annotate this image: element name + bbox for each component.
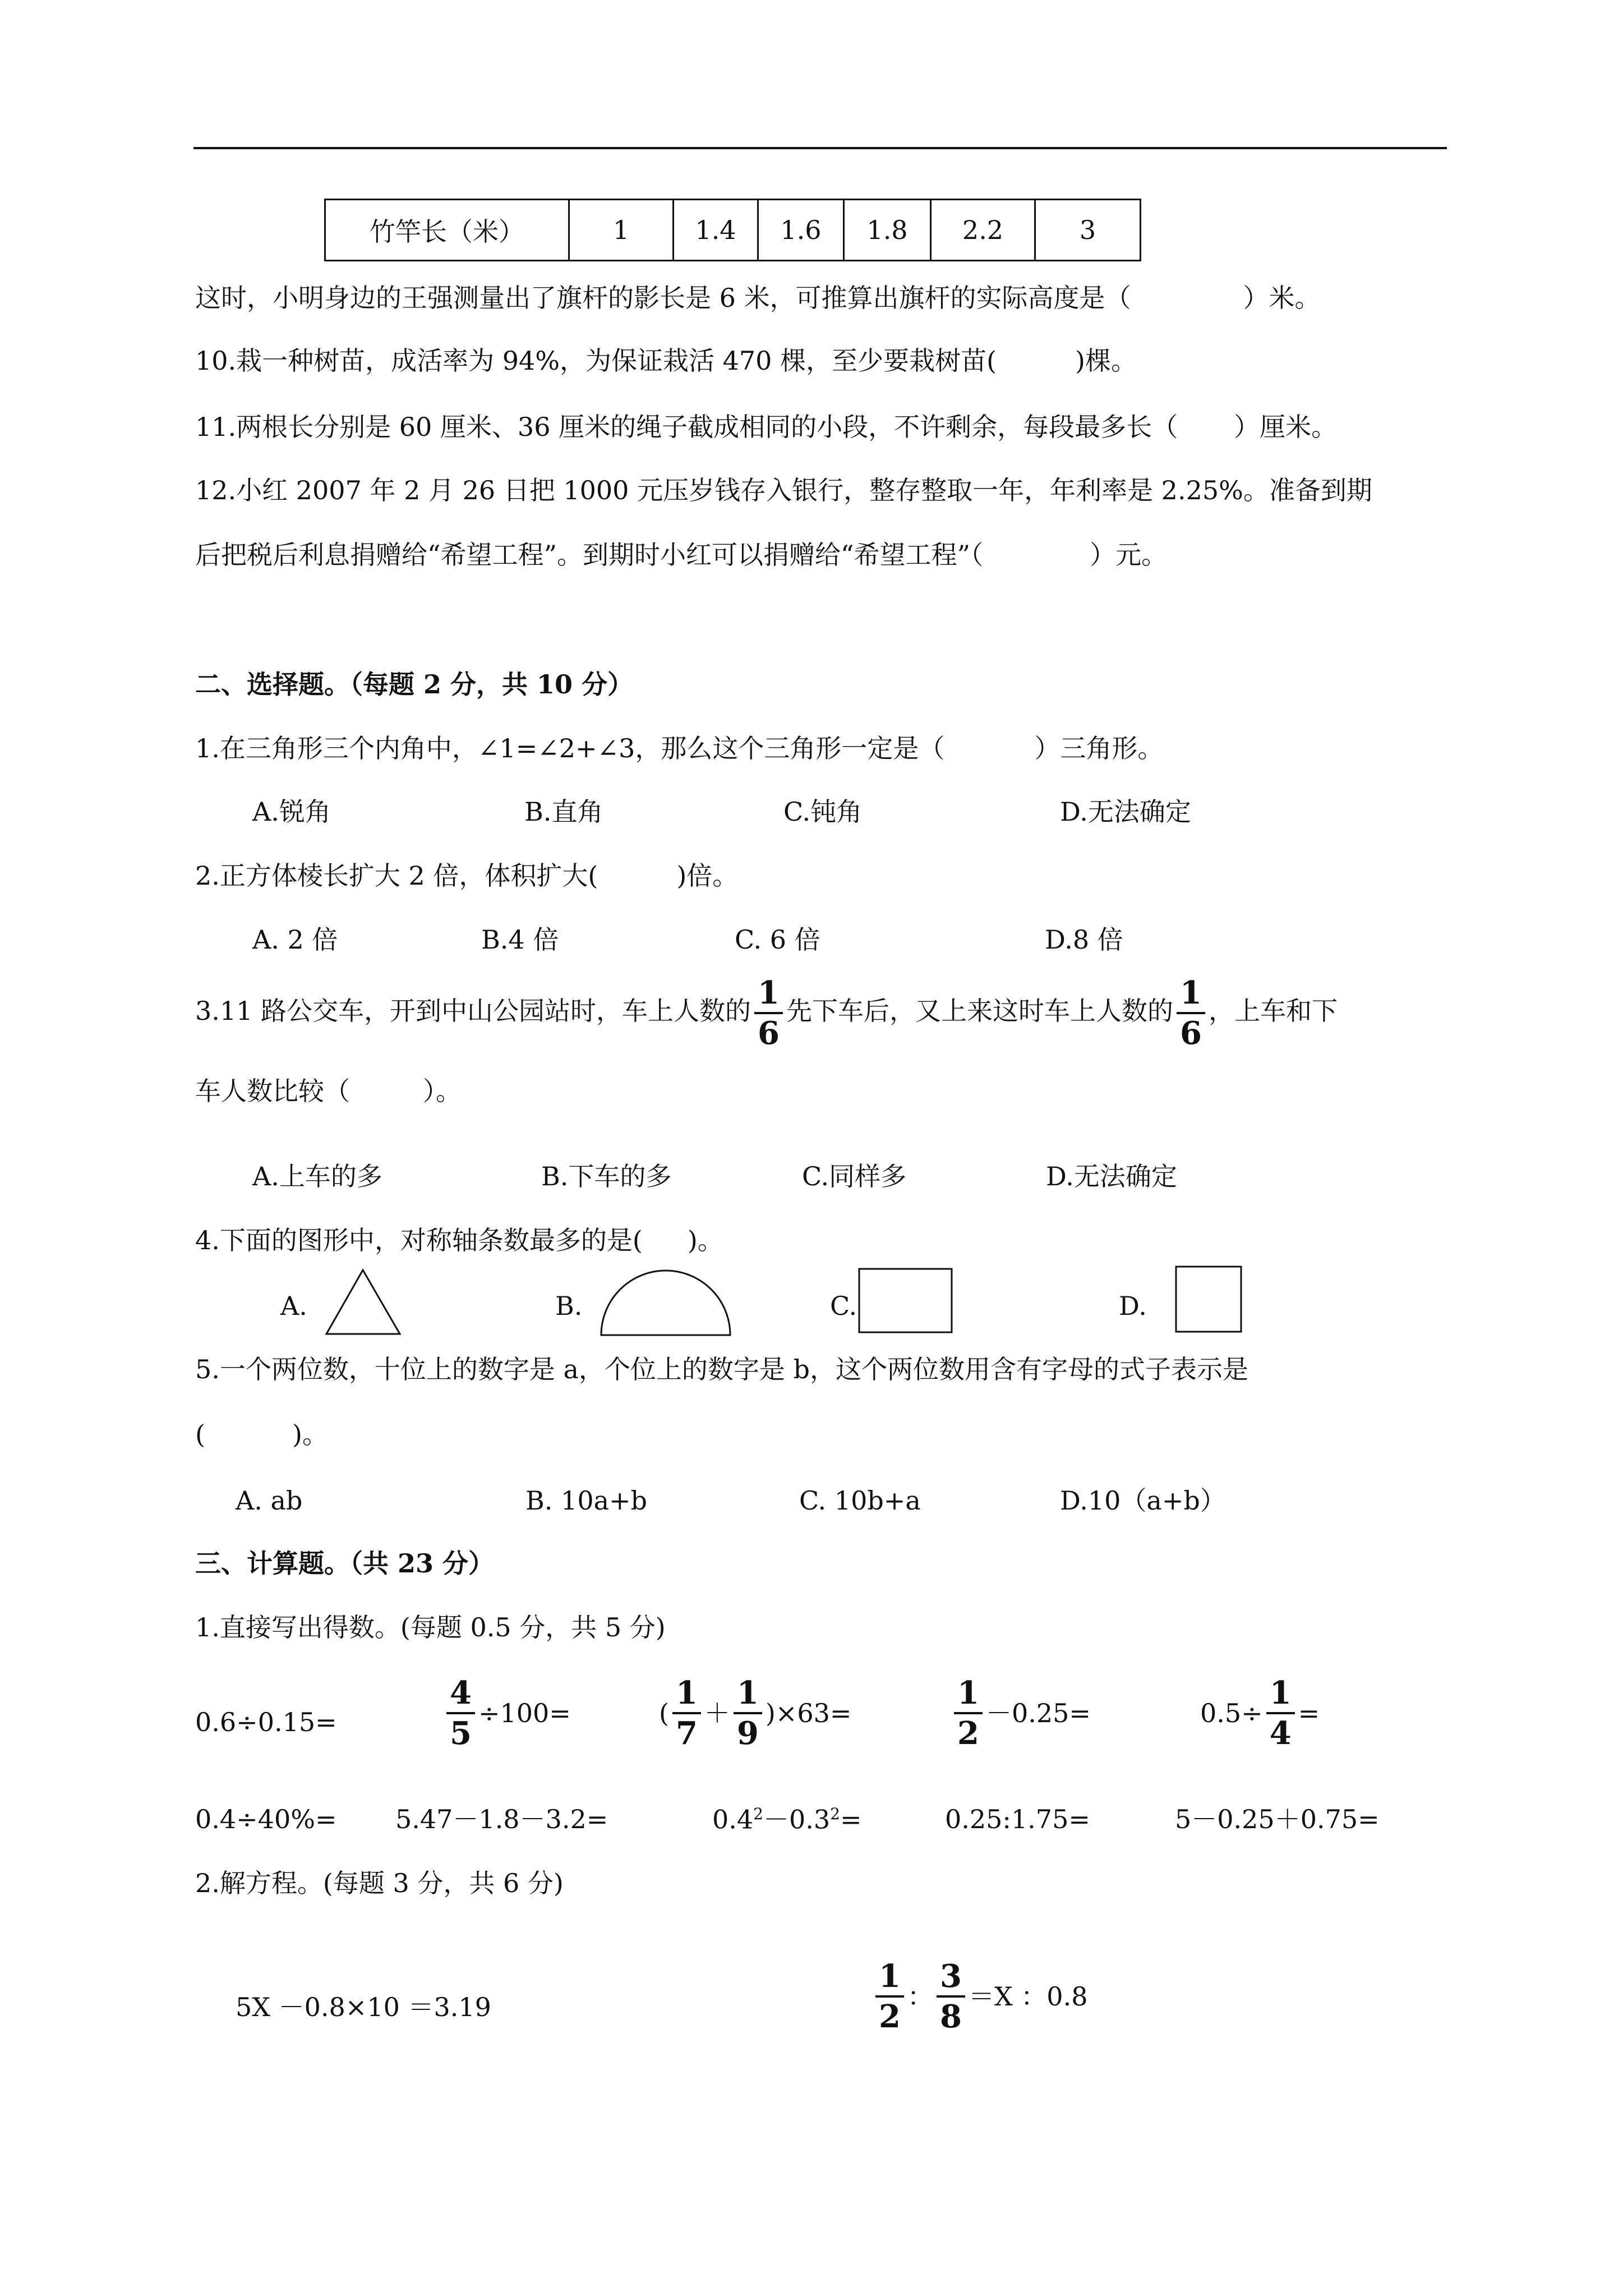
- table-header: 竹竿长（米）: [325, 200, 569, 261]
- square-shape: [1175, 1266, 1243, 1334]
- top-rule: [193, 147, 1447, 149]
- fraction: $\frac{3}{8}$: [937, 1961, 965, 2032]
- calc-expression: $\frac{1}{2}$ －0.25=: [951, 1677, 1091, 1749]
- option-d: D.无法确定: [1060, 797, 1191, 827]
- calc-expression: 0.25:1.75=: [945, 1804, 1090, 1834]
- choice-question-4: 4.下面的图形中，对称轴条数最多的是( )。: [195, 1225, 723, 1255]
- option-a: A. 2 倍: [252, 924, 338, 955]
- calc-expression: 0.4÷40%=: [195, 1804, 337, 1834]
- option-a: A. ab: [236, 1485, 303, 1516]
- flagpole-question: 这时，小明身边的王强测量出了旗杆的影长是 6 米，可推算出旗杆的实际高度是（ ）米。: [195, 283, 1321, 313]
- choice-question-5-line2: ( )。: [195, 1419, 328, 1450]
- option-d: D.10（a+b）: [1060, 1485, 1226, 1516]
- fraction: $\frac{1}{7}$: [672, 1677, 701, 1749]
- fraction: $\frac{1}{2}$: [954, 1677, 983, 1749]
- fraction: $\frac{1}{6}$: [1177, 977, 1205, 1049]
- option-b: B.下车的多: [541, 1161, 672, 1191]
- question-12: 12.小红 2007 年 2 月 26 日把 1000 元压岁钱存入银行，整存整取一年，年利率是 2.25%。准备到期: [195, 475, 1372, 505]
- table-cell: 1.6: [758, 200, 844, 261]
- calc-expression: 5－0.25＋0.75=: [1175, 1804, 1380, 1834]
- semicircle-shape: [600, 1269, 732, 1336]
- equation-2: $\frac{1}{2}$ ： $\frac{3}{8}$ ＝X ：0.8: [872, 1961, 1087, 2032]
- calc-expression: ( $\frac{1}{7}$ ＋ $\frac{1}{9}$ )×63=: [659, 1674, 852, 1752]
- fraction: $\frac{1}{6}$: [754, 977, 783, 1049]
- fraction: $\frac{1}{2}$: [875, 1961, 904, 2032]
- rectangle-shape: [858, 1268, 953, 1334]
- option-b: B.4 倍: [481, 924, 559, 955]
- calc-expression: 0.5÷ $\frac{1}{4}$ =: [1200, 1674, 1320, 1752]
- fraction: $\frac{1}{9}$: [734, 1677, 762, 1749]
- table-cell: 1.8: [844, 200, 931, 261]
- table-cell: 2.2: [931, 200, 1035, 261]
- option-c: C.: [830, 1291, 857, 1321]
- option-a: A.锐角: [252, 797, 331, 827]
- fraction: $\frac{4}{5}$: [446, 1677, 475, 1749]
- option-c: C.钝角: [783, 797, 863, 827]
- question-10: 10.栽一种树苗，成活率为 94%，为保证栽活 470 棵，至少要栽树苗( )棵。: [195, 346, 1137, 376]
- calc-expression: 0.6÷0.15=: [195, 1707, 337, 1737]
- option-b: B.: [555, 1291, 583, 1321]
- option-c: C. 6 倍: [735, 924, 820, 955]
- choice-question-3-line2: 车人数比较（ ）。: [195, 1076, 462, 1106]
- option-b: B. 10a+b: [525, 1485, 647, 1516]
- fraction: $\frac{1}{4}$: [1266, 1677, 1295, 1749]
- calc-expression: $0.4^2-0.3^2=$: [712, 1804, 862, 1835]
- option-a: A.上车的多: [252, 1161, 382, 1191]
- calc-expression: 5.47－1.8－3.2=: [395, 1804, 608, 1834]
- calc-subtitle-2: 2.解方程。(每题 3 分，共 6 分): [195, 1868, 564, 1898]
- question-11: 11.两根长分别是 60 厘米、36 厘米的绳子截成相同的小段，不许剩余，每段最多长（ ）厘米。: [195, 412, 1338, 442]
- option-c: C. 10b+a: [799, 1485, 921, 1516]
- table-cell: 3: [1035, 200, 1141, 261]
- choice-question-3: 3.11 路公交车，开到中山公园站时，车上人数的 $\frac{1}{6}$ 先下车后，又上来这时车上人数的 $\frac{1}{6}$ ，上车和下: [195, 974, 1338, 1052]
- option-c: C.同样多: [802, 1161, 907, 1191]
- table-cell: 1: [569, 200, 674, 261]
- question-12-line2: 后把税后利息捐赠给“希望工程”。到期时小红可以捐赠给“希望工程”（ ）元。: [195, 540, 1168, 570]
- option-a: A.: [280, 1291, 307, 1321]
- option-d: D.8 倍: [1045, 924, 1123, 955]
- option-b: B.直角: [524, 797, 603, 827]
- calc-expression: $\frac{4}{5}$ ÷100=: [443, 1677, 571, 1749]
- option-d: D.无法确定: [1046, 1161, 1177, 1191]
- choice-question-2: 2.正方体棱长扩大 2 倍，体积扩大( )倍。: [195, 861, 739, 891]
- equation-1: 5X －0.8×10 ＝3.19: [236, 1992, 491, 2022]
- table-cell: 1.4: [674, 200, 758, 261]
- choice-question-1: 1.在三角形三个内角中，∠1=∠2+∠3，那么这个三角形一定是（ ）三角形。: [195, 733, 1164, 763]
- option-d: D.: [1119, 1291, 1147, 1321]
- triangle-shape: [325, 1269, 401, 1335]
- section-3-title: 三、计算题。（共 23 分）: [195, 1548, 495, 1579]
- section-2-title: 二、选择题。（每题 2 分，共 10 分）: [195, 669, 634, 700]
- bamboo-table: [324, 199, 1141, 261]
- choice-question-5: 5.一个两位数，十位上的数字是 a，个位上的数字是 b，这个两位数用含有字母的式子表示是: [195, 1354, 1249, 1384]
- calc-subtitle-1: 1.直接写出得数。(每题 0.5 分，共 5 分): [195, 1612, 666, 1642]
